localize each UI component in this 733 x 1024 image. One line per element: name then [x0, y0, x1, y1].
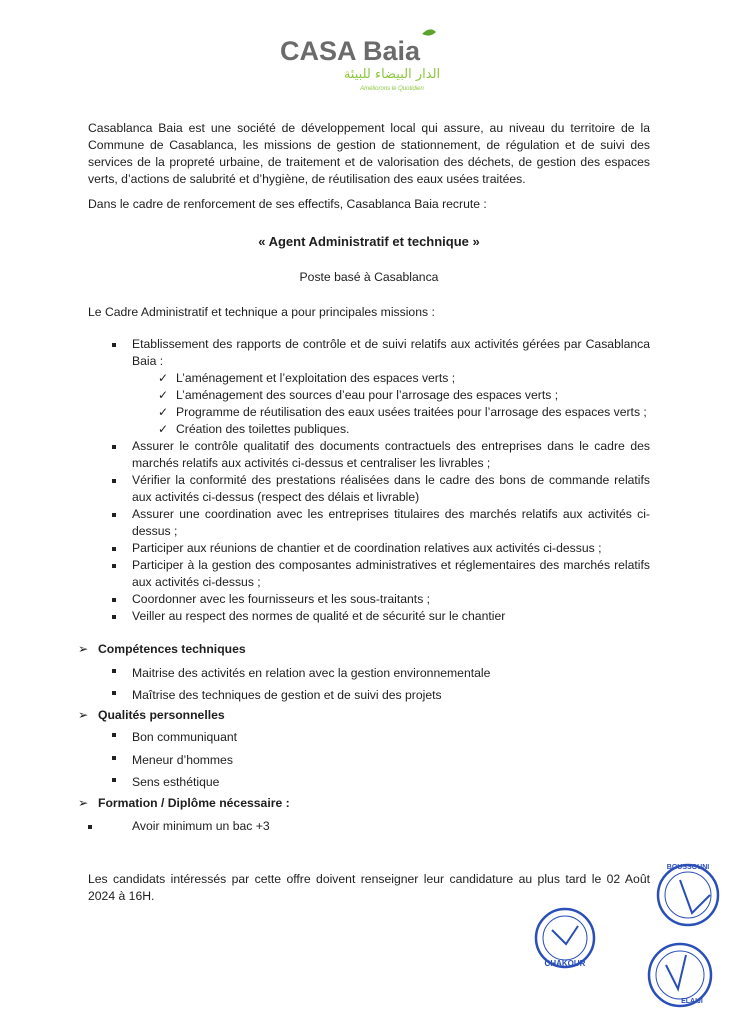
- qualites-heading: ➢ Qualités personnelles: [78, 708, 225, 722]
- intro-paragraph: Casablanca Baia est une société de développement local qui assure, au niveau du territoire de la Commune de Casablanca, les missions de gestion de stationnement, de régulation et de suivi des services de la propreté urbaine, de traitement et de valorisation des déchets, de gestion des espaces verts, d’actions de salubrité et d’hygiène, de réutilisation des eaux usées traitées.: [88, 121, 650, 186]
- competences-list: [88, 662, 650, 706]
- check-icon: ✓: [158, 422, 169, 436]
- list-item: Bon communiquant: [88, 726, 650, 749]
- signature-mark: [680, 880, 710, 913]
- job-location: Poste basé à Casablanca: [299, 270, 439, 284]
- missions-list: [88, 336, 650, 625]
- logo-text-latin: CASA Baia: [280, 36, 421, 66]
- list-item: Maîtrise des techniques de gestion et de suivi des projets: [88, 684, 650, 706]
- stamp-elaiji: [640, 935, 720, 1015]
- svg-text:ELAIJI: ELAIJI: [681, 998, 703, 1005]
- list-item: Participer à la gestion des composantes administratives et réglementaires des marchés relatifs aux activités ci-dessus ;: [88, 557, 650, 591]
- check-icon: ✓: [158, 405, 169, 419]
- list-item: Maitrise des activités en relation avec la gestion environnementale: [88, 662, 650, 684]
- recruit-line: Dans le cadre de renforcement de ses effectifs, Casablanca Baia recrute :: [88, 197, 487, 211]
- arrow-icon: ➢: [78, 642, 89, 656]
- company-logo: [272, 26, 462, 96]
- list-item: Coordonner avec les fournisseurs et les sous-traitants ;: [88, 591, 650, 608]
- arrow-icon: ➢: [78, 796, 89, 810]
- arrow-icon: ➢: [78, 708, 89, 722]
- signature-mark: [666, 955, 686, 989]
- formation-item: Avoir minimum un bac +3: [88, 818, 650, 835]
- formation-heading: ➢ Formation / Diplôme nécessaire :: [78, 796, 290, 810]
- list-item: ✓ L’aménagement des sources d’eau pour l’arrosage des espaces verts ;: [158, 388, 559, 402]
- stamp-chakour: [530, 900, 600, 975]
- list-item: Participer aux réunions de chantier et de coordination relatives aux activités ci-dessus ;: [88, 540, 650, 557]
- list-item: ✓ Création des toilettes publiques.: [158, 422, 350, 436]
- list-item: Assurer le contrôle qualitatif des documents contractuels des entreprises dans le cadre des marchés relatifs aux activités ci-dessus et centraliser les livrables ;: [88, 438, 650, 472]
- closing-paragraph: Les candidats intéressés par cette offre doivent renseigner leur candidature au plus tard le 02 Août 2024 à 16H.: [88, 872, 650, 903]
- list-item: Vérifier la conformité des prestations réalisées dans le cadre des bons de commande relatifs aux activités ci-dessus (respect des délais et livrable): [88, 472, 650, 506]
- list-item: ✓ L’aménagement et l’exploitation des espaces verts ;: [158, 371, 456, 385]
- qualites-list: [88, 726, 650, 794]
- list-item: Meneur d’hommes: [88, 749, 650, 772]
- competences-heading: ➢ Compétences techniques: [78, 642, 246, 656]
- stamp-boussouni: [650, 855, 725, 935]
- check-icon: ✓: [158, 371, 169, 385]
- list-item: Veiller au respect des normes de qualité et de sécurité sur le chantier: [88, 608, 650, 625]
- signature-mark: [552, 926, 578, 944]
- svg-text:BOUSSOUNI: BOUSSOUNI: [666, 864, 710, 871]
- missions-heading: Le Cadre Administratif et technique a pour principales missions :: [88, 305, 435, 319]
- job-title: « Agent Administratif et technique »: [258, 234, 480, 249]
- logo-text-arabic: الدار البيضاء للبيئة: [343, 67, 441, 82]
- list-item: ✓ Programme de réutilisation des eaux usées traitées pour l’arrosage des espaces verts ;: [158, 405, 647, 419]
- svg-text:CHAKOUR: CHAKOUR: [544, 959, 586, 968]
- check-icon: ✓: [158, 388, 169, 402]
- bullet-icon: [88, 825, 92, 829]
- list-item: Sens esthétique: [88, 771, 650, 794]
- leaf-icon: [422, 29, 436, 35]
- logo-tagline: Améliorons le Quotidien: [360, 86, 424, 92]
- list-item: Etablissement des rapports de contrôle et de suivi relatifs aux activités gérées par Casablanca Baia :: [88, 336, 650, 370]
- list-item: Assurer une coordination avec les entreprises titulaires des marchés relatifs aux activités ci-dessus ;: [88, 506, 650, 540]
